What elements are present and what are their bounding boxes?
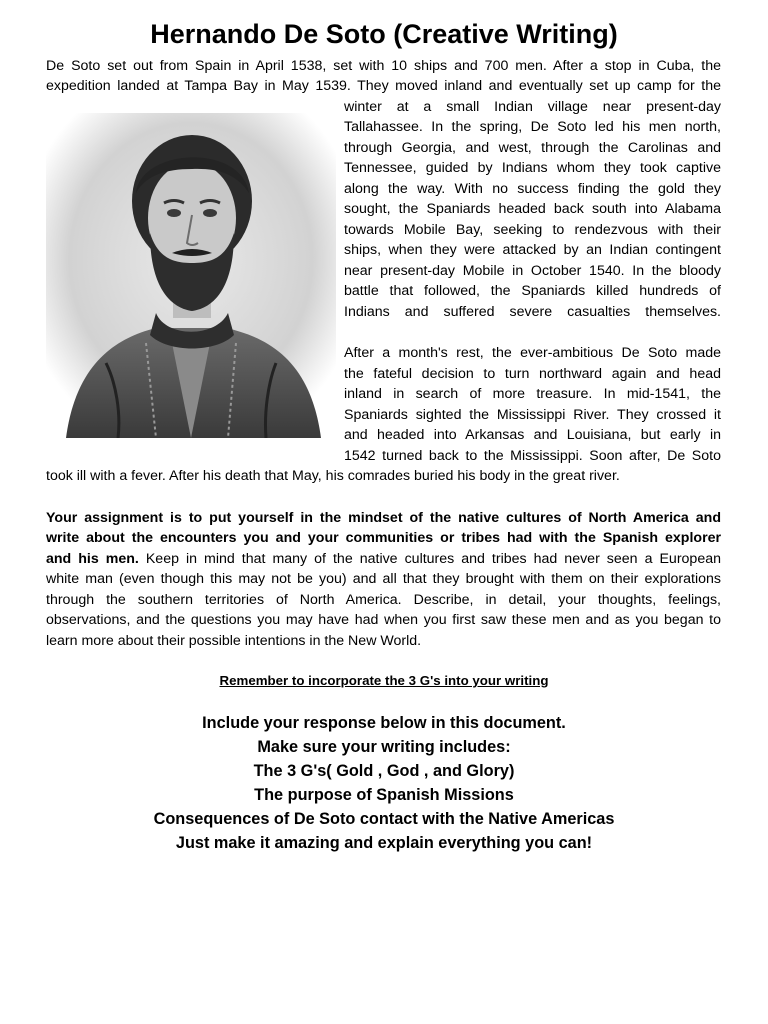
instruction-line: Just make it amazing and explain everything you can! (175, 834, 593, 852)
text-line: 1542 turned back to the Mississippi. Soon after, De Soto (344, 448, 721, 464)
assignment-line: Your assignment is to put yourself in the mindset of the native cultures of North America and (46, 510, 721, 526)
text-line: Spaniards sighted the Mississippi River. They crossed it (344, 407, 721, 423)
text-line: De Soto set out from Spain in April 1538, set with 10 ships and 700 men. After a stop in Cuba, the (46, 58, 721, 74)
text-line: battle that followed, the Spaniards killed hundreds of (344, 283, 721, 299)
text-line: sought, the Spaniards headed back south into Alabama (344, 201, 721, 217)
text-line: towards Mobile Bay, seeking to rendezvous with their (344, 222, 721, 238)
instruction-line: The purpose of Spanish Missions (254, 786, 514, 804)
assignment-line: white man (even though this may not be you) and all that they brought with them on their explorations (46, 571, 721, 587)
assignment-line: observations, and the questions you may have had when you first saw these men and as you began to (46, 612, 721, 628)
de-soto-portrait-image (46, 113, 336, 438)
assignment-line (46, 549, 721, 570)
instruction-line: The 3 G's( Gold , God , and Glory) (253, 762, 515, 780)
assignment-line: write about the encounters you and your communities or tribes had with the Spanish explorer (46, 530, 721, 546)
text-line: through Georgia, and west, through the Carolinas and (344, 140, 721, 156)
text-line: ships, when they were attacked by an Indian contingent (344, 242, 721, 258)
text-line: along the way. With no success finding the gold they (344, 181, 721, 197)
remember-note: Remember to incorporate the 3 G's into your writing (219, 673, 549, 688)
assignment-bold-text: and his men. (46, 551, 139, 567)
text-line: winter at a small Indian village near present-day (344, 99, 721, 115)
text-line: expedition landed at Tampa Bay in May 1539. They moved inland and eventually set up camp for the (46, 78, 721, 94)
text-line: the fateful decision to turn northward again and head (344, 366, 721, 382)
page-title: Hernando De Soto (Creative Writing) (150, 19, 618, 49)
assignment-line: through the southern territories of North America. Describe, in detail, your thoughts, feelings, (46, 592, 721, 608)
assignment-normal-text: Keep in mind that many of the native cultures and tribes had never seen a European (138, 551, 721, 567)
assignment-line: learn more about their possible intentions in the New World. (46, 633, 422, 649)
text-line: near present-day Mobile in October 1540. In the bloody (344, 263, 721, 279)
text-line: inland in search of more treasure. In mid-1541, the (344, 386, 721, 402)
text-line: After a month's rest, the ever-ambitious De Soto made (344, 345, 721, 361)
text-line: took ill with a fever. After his death that May, his comrades buried his body in the great river. (46, 468, 620, 484)
text-line: Tennessee, guided by Indians whom they took captive (344, 160, 721, 176)
instruction-line: Include your response below in this document. (202, 714, 566, 732)
instruction-line: Make sure your writing includes: (257, 738, 511, 756)
instruction-line: Consequences of De Soto contact with the Native Americas (153, 810, 615, 828)
text-line: Indians and suffered severe casualties themselves. (344, 304, 721, 320)
text-line: and headed into Arkansas and Louisiana, but early in (344, 427, 721, 443)
text-line: Tallahassee. In the spring, De Soto led his men north, (344, 119, 721, 135)
